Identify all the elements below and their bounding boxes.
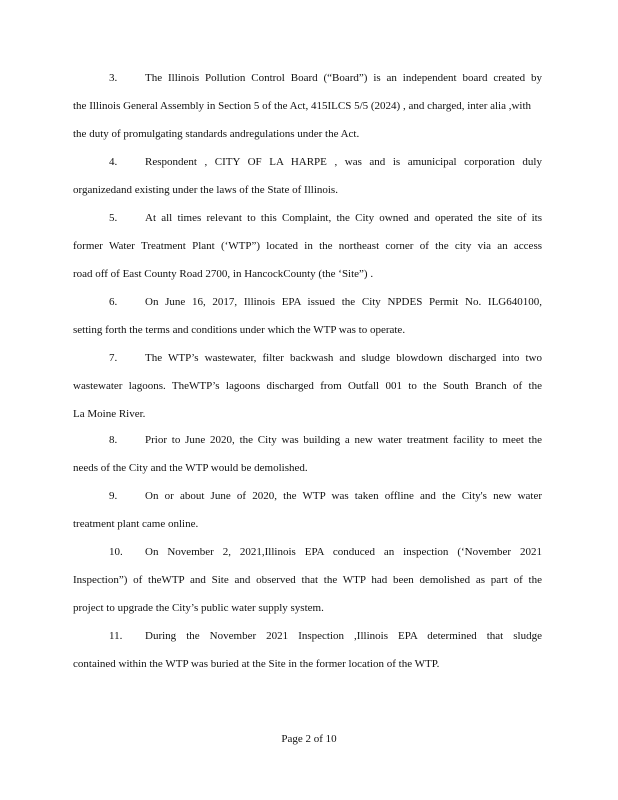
- paragraph-text: On or about June of 2020, the WTP was taken offline and the City's new water: [145, 490, 542, 502]
- paragraph-line: [73, 295, 542, 323]
- paragraph-line: [73, 433, 542, 461]
- paragraph-line: [73, 155, 542, 183]
- paragraph-number: 3.: [109, 72, 118, 84]
- paragraph-line: the Illinois General Assembly in Section 5 of the Act, 415ILCS 5/5 (2024) , and charged, inter alia ,with the duty of promulgating standards andregulations under the Act.: [73, 100, 532, 140]
- paragraph-line: La Moine River.: [73, 408, 146, 420]
- paragraph-3: [73, 71, 542, 148]
- paragraph-text: Respondent , CITY OF LA HARPE , was and is amunicipal corporation duly: [145, 156, 542, 168]
- paragraph-number: 7.: [109, 352, 118, 364]
- paragraph-6: [73, 295, 542, 351]
- paragraph-line: setting forth the terms and conditions under which the WTP was to operate.: [73, 324, 406, 336]
- paragraph-number: 11.: [109, 630, 123, 642]
- paragraph-number: 6.: [109, 296, 118, 308]
- paragraph-text: The WTP’s wastewater, filter backwash and sludge blowdown discharged into two: [145, 352, 542, 364]
- paragraph-number: 8.: [109, 434, 118, 446]
- paragraph-line: Inspection”) of theWTP and Site and observed that the WTP had been demolished as part of the: [73, 574, 542, 586]
- paragraph-number: 9.: [109, 490, 118, 502]
- paragraph-10: [73, 545, 542, 629]
- paragraph-9: [73, 489, 542, 545]
- paragraph-line: [73, 211, 542, 239]
- paragraph-text: On June 16, 2017, Illinois EPA issued the City NPDES Permit No. ILG640100,: [145, 296, 542, 308]
- paragraph-line: wastewater lagoons. TheWTP’s lagoons discharged from Outfall 001 to the South Branch of the: [73, 380, 542, 392]
- paragraph-line: [73, 629, 542, 657]
- paragraph-number: 5.: [109, 212, 118, 224]
- paragraph-text: On November 2, 2021,Illinois EPA conduced an inspection (‘November 2021: [145, 546, 542, 558]
- paragraph-line: contained within the WTP was buried at the Site in the former location of the WTP.: [73, 658, 440, 670]
- paragraph-text: At all times relevant to this Complaint, the City owned and operated the site of its: [145, 212, 542, 224]
- paragraph-number: 4.: [109, 156, 118, 168]
- paragraph-line: road off of East County Road 2700, in HancockCounty (the ‘Site”) .: [73, 268, 374, 280]
- paragraph-line: former Water Treatment Plant (‘WTP”) located in the northeast corner of the city via an access: [73, 240, 542, 252]
- paragraph-4: [73, 155, 542, 211]
- paragraph-line: [73, 351, 542, 379]
- paragraph-text: During the November 2021 Inspection ,Illinois EPA determined that sludge: [145, 630, 542, 642]
- paragraph-text: The Illinois Pollution Control Board (“Board”) is an independent board created by: [145, 72, 542, 84]
- page-number: Page 2 of 10: [281, 733, 337, 745]
- paragraph-line: project to upgrade the City’s public water supply system.: [73, 602, 324, 614]
- paragraph-text: Prior to June 2020, the City was building a new water treatment facility to meet the: [145, 434, 542, 446]
- paragraph-8: [73, 433, 542, 489]
- paragraph-11: [73, 629, 542, 685]
- paragraph-line: needs of the City and the WTP would be demolished.: [73, 462, 308, 474]
- paragraph-line: [73, 545, 542, 573]
- paragraph-5: [73, 211, 542, 295]
- paragraph-line: [73, 489, 542, 517]
- paragraph-number: 10.: [109, 546, 123, 558]
- paragraph-line: treatment plant came online.: [73, 518, 199, 530]
- paragraph-7: [73, 351, 542, 435]
- paragraph-line: organizedand existing under the laws of the State of Illinois.: [73, 184, 338, 196]
